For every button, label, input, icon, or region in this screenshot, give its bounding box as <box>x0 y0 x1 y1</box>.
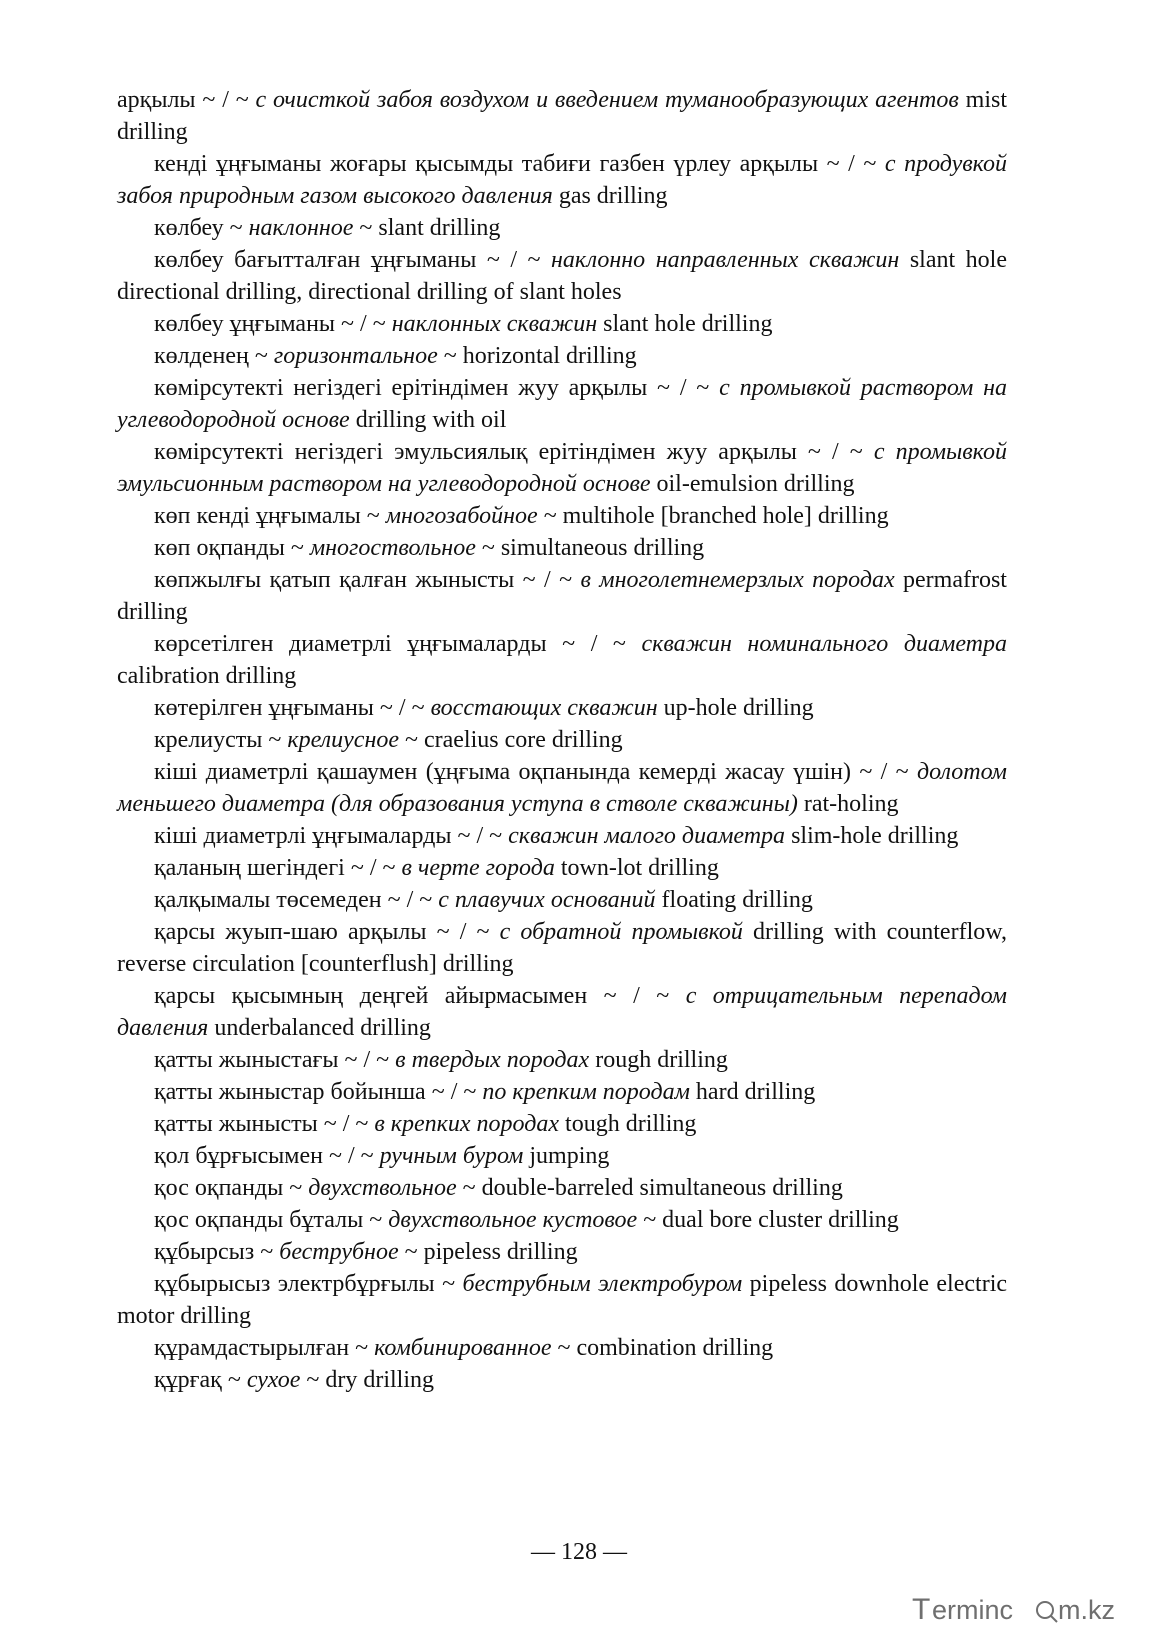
dictionary-entry <box>117 1140 1007 1172</box>
entry-english-term: drilling with oil <box>349 407 507 433</box>
entry-kazakh-term: крелиусты ~ <box>154 727 288 753</box>
entry-russian-term: двухствольное кустовое <box>388 1207 638 1233</box>
entry-russian-term: с промывкой эмульсионным раствором на углеводородной основе <box>117 439 1007 497</box>
entry-kazakh-term: көп оқпанды ~ <box>154 535 310 561</box>
entry-english-term: oil-emulsion drilling <box>650 471 855 497</box>
dictionary-entry <box>117 148 1007 212</box>
entry-english-term: jumping <box>523 1143 610 1169</box>
dictionary-entry <box>117 1044 1007 1076</box>
dictionary-entry <box>117 1268 1007 1332</box>
entry-kazakh-term: кіші диаметрлі ұңғымаларды ~ / ~ <box>154 823 509 849</box>
dictionary-entry <box>117 1172 1007 1204</box>
dictionary-entry <box>117 564 1007 628</box>
entry-english-term: mist drilling <box>117 87 1007 145</box>
dictionary-entry <box>117 916 1007 980</box>
entry-russian-term: многозабойное <box>385 503 538 529</box>
entry-russian-term: долотом меньшего диаметра (для образования уступа в стволе скважины) <box>117 759 1007 817</box>
entry-russian-term: наклонное <box>248 215 354 241</box>
svg-text:erminc: erminc <box>932 1595 1014 1625</box>
dictionary-entry <box>117 980 1007 1044</box>
entry-english-term: gas drilling <box>552 183 668 209</box>
entry-russian-term: с продувкой забоя природным газом высокого давления <box>117 151 1007 209</box>
dictionary-entry <box>117 340 1007 372</box>
entry-english-term: ~ pipeless drilling <box>398 1239 578 1265</box>
dictionary-entry <box>117 628 1007 692</box>
entry-kazakh-term: қатты жыныстағы ~ / ~ <box>154 1047 396 1073</box>
entry-russian-term: с отрицательным перепадом давления <box>117 983 1007 1041</box>
entry-kazakh-term: көлбеу бағытталған ұңғыманы ~ / ~ <box>154 247 551 273</box>
entry-kazakh-term: құрғақ ~ <box>154 1367 247 1393</box>
entry-kazakh-term: көп кенді ұңғымалы ~ <box>154 503 386 529</box>
dictionary-entry <box>117 244 1007 308</box>
dictionary-entry <box>117 212 1007 244</box>
entry-english-term: rat-holing <box>797 791 899 817</box>
entry-kazakh-term: қалқымалы төсемеден ~ / ~ <box>154 887 439 913</box>
entry-russian-term: скважин номинального диаметра <box>641 631 1008 657</box>
entry-english-term: up-hole drilling <box>657 695 814 721</box>
entry-kazakh-term: қос оқпанды ~ <box>154 1175 309 1201</box>
entry-kazakh-term: кенді ұңғыманы жоғары қысымды табиғи газбен үрлеу арқылы ~ / ~ <box>154 151 885 177</box>
entry-english-term: ~ combination drilling <box>551 1335 774 1361</box>
entry-kazakh-term: құбырсыз ~ <box>154 1239 280 1265</box>
entry-english-term: ~ dry drilling <box>300 1367 434 1393</box>
entry-english-term: slim-hole drilling <box>785 823 959 849</box>
entry-english-term: ~ double-barreled simultaneous drilling <box>456 1175 843 1201</box>
entry-kazakh-term: қарсы қысымның деңгей айырмасымен ~ / ~ <box>154 983 686 1009</box>
dictionary-entry <box>117 756 1007 820</box>
dictionary-entry <box>117 1076 1007 1108</box>
entry-russian-term: в крепких породах <box>374 1111 560 1137</box>
entry-russian-term: двухствольное <box>308 1175 457 1201</box>
entry-kazakh-term: арқылы ~ / ~ <box>117 87 256 113</box>
entry-english-term: slant hole directional drilling, directional drilling of slant holes <box>117 247 1007 305</box>
entry-kazakh-term: қаланың шегіндегі ~ / ~ <box>154 855 402 881</box>
entry-kazakh-term: қатты жынысты ~ / ~ <box>154 1111 375 1137</box>
dictionary-entry <box>117 500 1007 532</box>
entry-kazakh-term: қатты жыныстар бойынша ~ / ~ <box>154 1079 483 1105</box>
dictionary-entry <box>117 308 1007 340</box>
entry-kazakh-term: көпжылғы қатып қалған жынысты ~ / ~ <box>154 567 581 593</box>
site-logo <box>908 1586 1138 1630</box>
svg-text:m.kz: m.kz <box>1058 1595 1115 1625</box>
entry-russian-term: с очисткой забоя воздухом и введением туманообразующих агентов <box>255 87 959 113</box>
entry-russian-term: многоствольное <box>309 535 476 561</box>
entry-english-term: ~ horizontal drilling <box>437 343 637 369</box>
entry-russian-term: горизонтальное <box>273 343 438 369</box>
dictionary-entry <box>117 1236 1007 1268</box>
svg-text:T: T <box>912 1593 931 1626</box>
entry-english-term: ~ multihole [branched hole] drilling <box>537 503 889 529</box>
dictionary-entry <box>117 884 1007 916</box>
entry-english-term: tough drilling <box>559 1111 697 1137</box>
entry-english-term: floating drilling <box>655 887 813 913</box>
entry-russian-term: комбинированное <box>374 1335 552 1361</box>
dictionary-entry <box>117 1204 1007 1236</box>
dictionary-entry <box>117 436 1007 500</box>
dictionary-text <box>117 84 1007 1396</box>
entry-russian-term: с промывкой раствором на углеводородной основе <box>117 375 1007 433</box>
dictionary-entry <box>117 1332 1007 1364</box>
entry-kazakh-term: құрамдастырылған ~ <box>154 1335 375 1361</box>
entry-russian-term: беструбное <box>279 1239 399 1265</box>
entry-english-term: ~ dual bore cluster drilling <box>637 1207 899 1233</box>
dictionary-entry <box>117 372 1007 436</box>
entry-english-term: ~ simultaneous drilling <box>475 535 705 561</box>
dictionary-entry <box>117 724 1007 756</box>
entry-kazakh-term: кіші диаметрлі қашаумен (ұңғыма оқпанында кемерді жасау үшін) ~ / ~ <box>154 759 917 785</box>
entry-english-term: pipeless downhole electric motor drilling <box>117 1271 1008 1329</box>
dictionary-entry <box>117 84 1007 148</box>
entry-russian-term: с обратной промывкой <box>499 919 743 945</box>
dictionary-entry <box>117 852 1007 884</box>
entry-english-term: ~ craelius core drilling <box>399 727 623 753</box>
dictionary-entry <box>117 692 1007 724</box>
entry-kazakh-term: құбырысыз электрбұрғылы ~ <box>154 1271 463 1297</box>
entry-kazakh-term: көрсетілген диаметрлі ұңғымаларды ~ / ~ <box>154 631 642 657</box>
entry-english-term: permafrost drilling <box>117 567 1007 625</box>
entry-english-term: underbalanced drilling <box>208 1015 431 1041</box>
entry-russian-term: в твердых породах <box>395 1047 590 1073</box>
dictionary-entry <box>117 532 1007 564</box>
entry-kazakh-term: көлбеу ұңғыманы ~ / ~ <box>154 311 392 337</box>
entry-kazakh-term: көмірсутекті негіздегі ерітіндімен жуу арқылы ~ / ~ <box>154 375 720 401</box>
entry-kazakh-term: көлбеу ~ <box>154 215 249 241</box>
entry-english-term: drilling with counterflow, reverse circulation [counterflush] drilling <box>117 919 1008 977</box>
dictionary-entry <box>117 820 1007 852</box>
entry-english-term: rough drilling <box>589 1047 728 1073</box>
entry-russian-term: ручным буром <box>379 1143 524 1169</box>
entry-kazakh-term: қарсы жуып-шаю арқылы ~ / ~ <box>154 919 500 945</box>
entry-russian-term: сухое <box>246 1367 301 1393</box>
entry-russian-term: беструбным электробуром <box>462 1271 743 1297</box>
entry-english-term: town-lot drilling <box>554 855 719 881</box>
entry-english-term: ~ slant drilling <box>353 215 501 241</box>
entry-russian-term: по крепким породам <box>482 1079 690 1105</box>
entry-english-term: slant hole drilling <box>597 311 773 337</box>
entry-english-term: hard drilling <box>689 1079 816 1105</box>
page-number: — 128 — <box>531 1539 627 1565</box>
dictionary-entry <box>117 1364 1007 1396</box>
entry-kazakh-term: қос оқпанды бұталы ~ <box>154 1207 389 1233</box>
entry-russian-term: с плавучих оснований <box>438 887 656 913</box>
entry-russian-term: крелиусное <box>287 727 399 753</box>
dictionary-entry <box>117 1108 1007 1140</box>
entry-kazakh-term: көтерілген ұңғыманы ~ / ~ <box>154 695 431 721</box>
entry-russian-term: в черте города <box>401 855 555 881</box>
entry-russian-term: скважин малого диаметра <box>508 823 786 849</box>
entry-russian-term: в многолетнемерзлых породах <box>580 567 895 593</box>
entry-russian-term: наклонно направленных скважин <box>551 247 900 273</box>
entry-kazakh-term: көлденең ~ <box>154 343 274 369</box>
entry-kazakh-term: көмірсутекті негіздегі эмульсиялық ерітіндімен жуу арқылы ~ / ~ <box>154 439 874 465</box>
entry-english-term: calibration drilling <box>117 663 297 689</box>
entry-russian-term: восстающих скважин <box>430 695 658 721</box>
entry-kazakh-term: қол бұрғысымен ~ / ~ <box>154 1143 380 1169</box>
entry-russian-term: наклонных скважин <box>391 311 598 337</box>
